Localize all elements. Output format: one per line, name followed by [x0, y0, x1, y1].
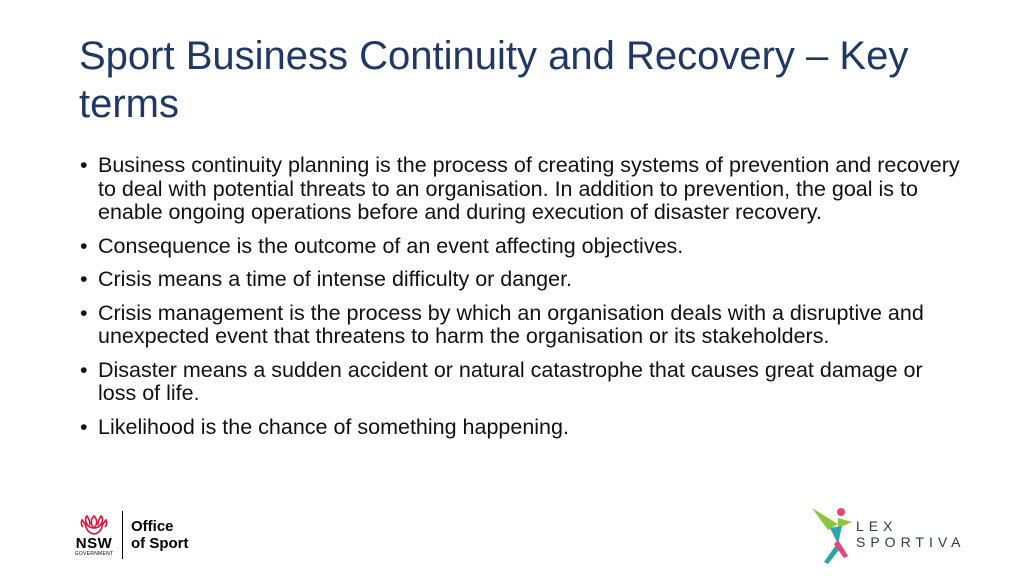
nsw-government-label: GOVERNMENT: [74, 550, 114, 557]
lex-word: LEX: [856, 518, 898, 534]
bullet-item: [80, 154, 960, 225]
nsw-government-logo: [72, 514, 116, 557]
lex-sportiva-logo: [808, 504, 968, 568]
bullet-dot: •: [80, 300, 88, 325]
lex-sportiva-wordmark: [856, 518, 966, 550]
slide-title: Sport Business Continuity and Recovery – Key terms: [79, 34, 909, 126]
athlete-icon: [808, 504, 858, 566]
bullet-text: Consequence is the outcome of an event affecting objectives.: [98, 233, 684, 258]
office-line-1: Office: [131, 518, 174, 535]
bullet-item: [80, 359, 960, 406]
bullet-text: Crisis management is the process by which an organisation deals with a disruptive and unexpected event that threatens to harm the organisation or its stakeholders.: [98, 300, 924, 348]
bullet-dot: •: [80, 414, 88, 439]
logo-divider: [122, 511, 123, 559]
nsw-wordmark: NSW: [75, 534, 113, 552]
bullet-item: [80, 302, 960, 349]
bullet-dot: •: [80, 267, 88, 291]
bullet-item: [80, 235, 960, 259]
bullet-text: Likelihood is the chance of something happening.: [98, 414, 569, 439]
bullet-text: Crisis means a time of intense difficulty or danger.: [98, 267, 573, 291]
office-line-2: of Sport: [131, 535, 189, 552]
waratah-icon: [79, 514, 109, 536]
bullet-list: [80, 154, 960, 449]
bullet-item: [80, 416, 960, 440]
bullet-dot: •: [80, 153, 88, 177]
office-of-sport-text: [131, 518, 189, 552]
bullet-text: Disaster means a sudden accident or natural catastrophe that causes great damage or loss of life.: [98, 357, 923, 405]
bullet-dot: •: [80, 357, 88, 382]
bullet-text: Business continuity planning is the process of creating systems of prevention and recovery to deal with potential threats to an organisation. In addition to prevention, the goal is to enable ongoing operations before and during execution of disaster recovery.: [98, 153, 960, 224]
bullet-dot: •: [80, 233, 88, 258]
sportiva-word: SPORTIVA: [856, 534, 966, 550]
bullet-item: [80, 268, 960, 292]
nsw-office-of-sport-logo: [72, 508, 189, 562]
